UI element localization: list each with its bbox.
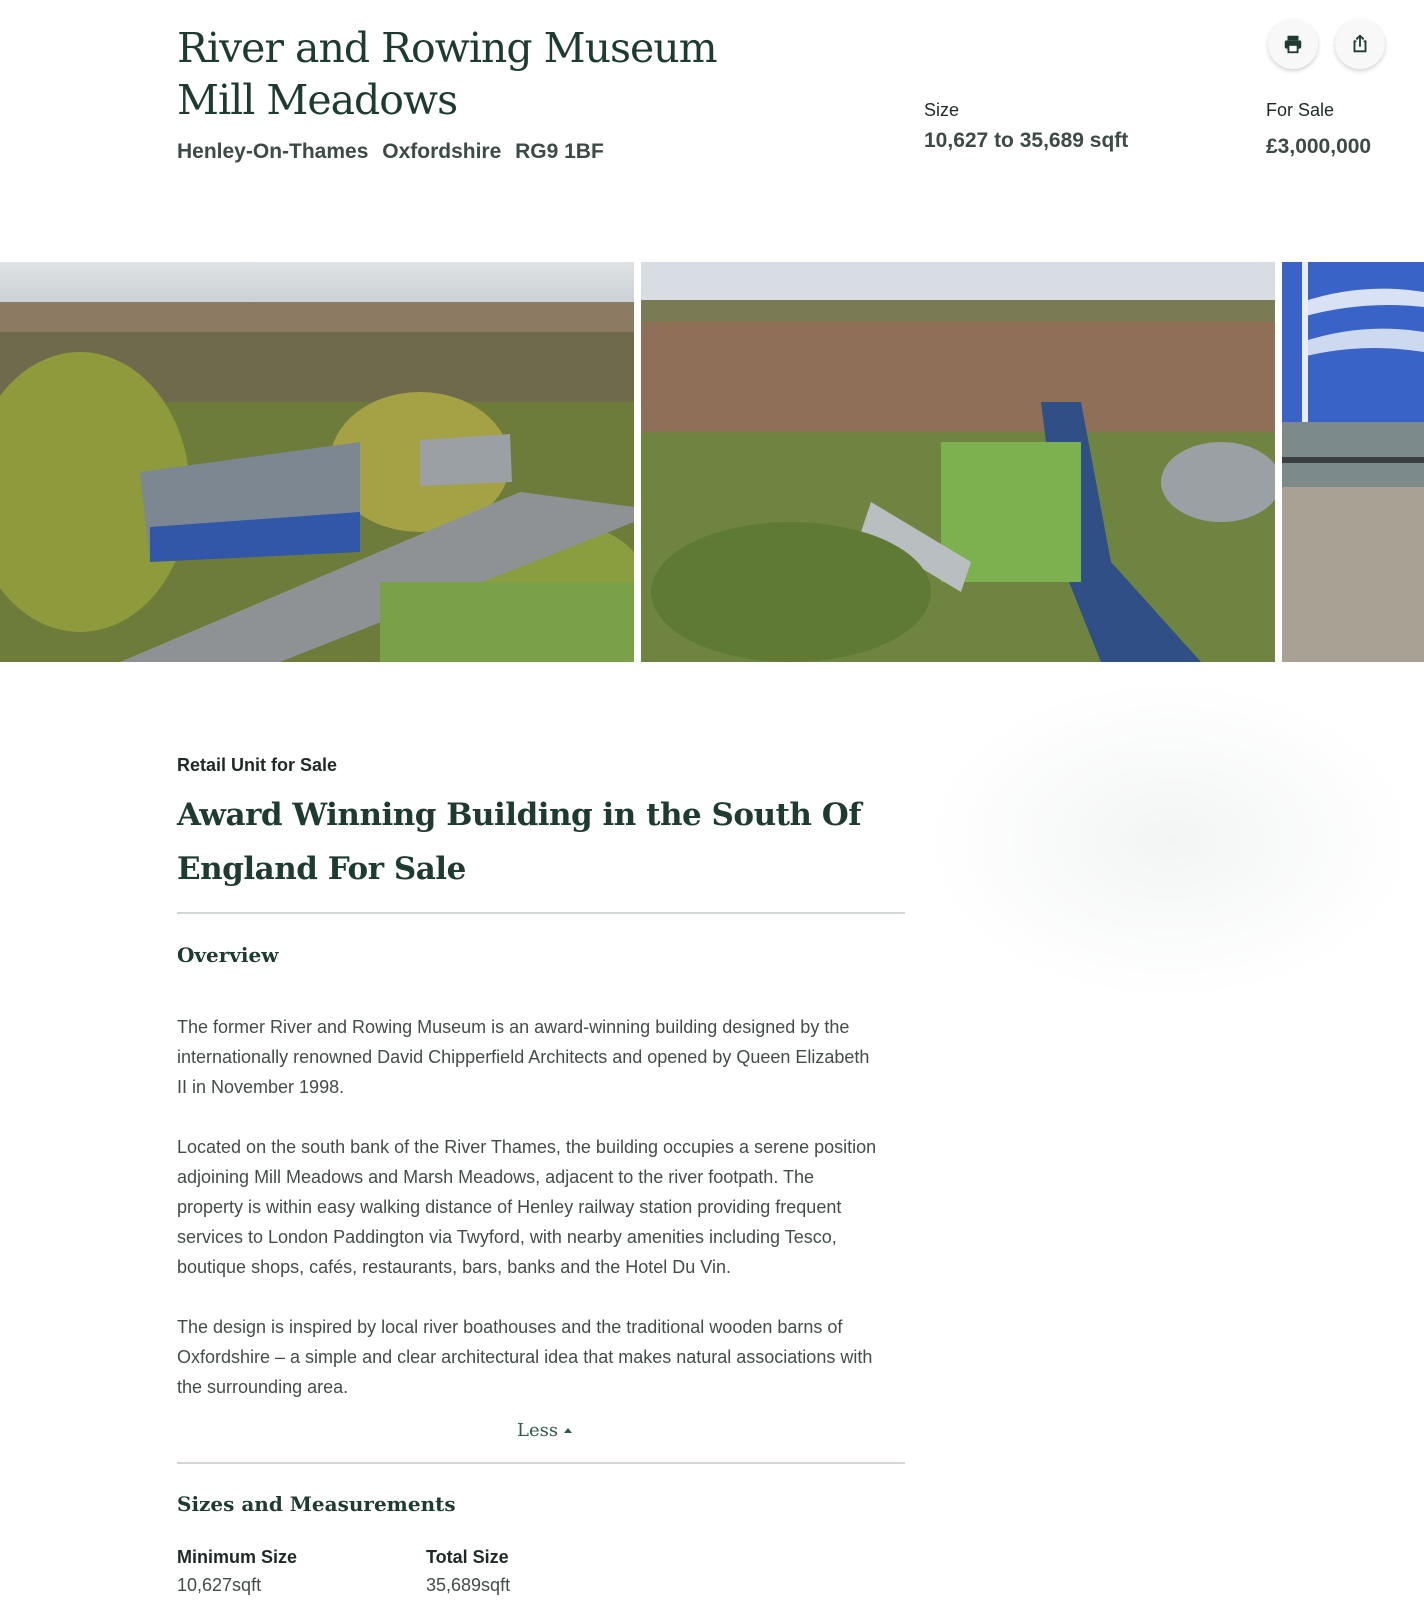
address [177, 140, 612, 164]
price-label: For Sale [1266, 100, 1335, 120]
min-size-value: 10,627sqft [177, 1575, 262, 1595]
page-title: River and Rowing Museum Mill Meadows [177, 24, 717, 124]
overview-paragraph-3: The design is inspired by local river boathouses and the traditional wooden barns of Oxfordshire – a simple and clear architectural idea that makes natural associations with the surrounding area. [177, 1317, 873, 1397]
overview-paragraph-1: The former River and Rowing Museum is an award-winning building designed by the internationally renowned David Chipperfield Architects and opened by Queen Elizabeth II in November 1998. [177, 1017, 870, 1097]
min-size-label: Minimum Size [177, 1547, 298, 1567]
decorative-fade [925, 680, 1415, 1000]
photo-gallery[interactable] [0, 262, 1424, 662]
share-button[interactable] [1335, 19, 1385, 69]
address-postcode: RG9 1BF [515, 140, 604, 163]
overview-title: Overview [177, 943, 279, 967]
sizes-title: Sizes and Measurements [177, 1492, 456, 1516]
total-size-value: 35,689sqft [426, 1575, 511, 1595]
print-icon [1282, 33, 1304, 55]
gallery-photo-detail[interactable] [1282, 262, 1424, 662]
less-toggle-label: Less [517, 1420, 559, 1441]
divider [177, 912, 905, 914]
less-toggle[interactable] [517, 1420, 572, 1441]
share-icon [1349, 33, 1371, 55]
price-value: £3,000,000 [1266, 135, 1372, 158]
size-label: Size [924, 100, 960, 120]
address-county: Oxfordshire [382, 140, 502, 163]
listing-kicker: Retail Unit for Sale [177, 755, 338, 775]
overview-paragraph-2: Located on the south bank of the River Thames, the building occupies a serene position adjoining Mill Meadows and Marsh Meadows, adjacent to the river footpath. The property is within easy walking distance of Henley railway station providing frequent services to London Paddington via Twyford, with nearby amenities including Tesco, boutique shops, cafés, restaurants, bars, banks and the Hotel Du Vin. [177, 1137, 877, 1277]
print-button[interactable] [1268, 19, 1318, 69]
gallery-photo-river[interactable] [641, 262, 1275, 662]
address-town: Henley-On-Thames [177, 140, 369, 163]
listing-headline: Award Winning Building in the South Of England For Sale [177, 797, 862, 887]
caret-up-icon [564, 1428, 572, 1433]
gallery-photo-museum[interactable] [0, 262, 634, 662]
size-value: 10,627 to 35,689 sqft [924, 129, 1129, 152]
divider [177, 1462, 905, 1464]
total-size-label: Total Size [426, 1547, 509, 1567]
